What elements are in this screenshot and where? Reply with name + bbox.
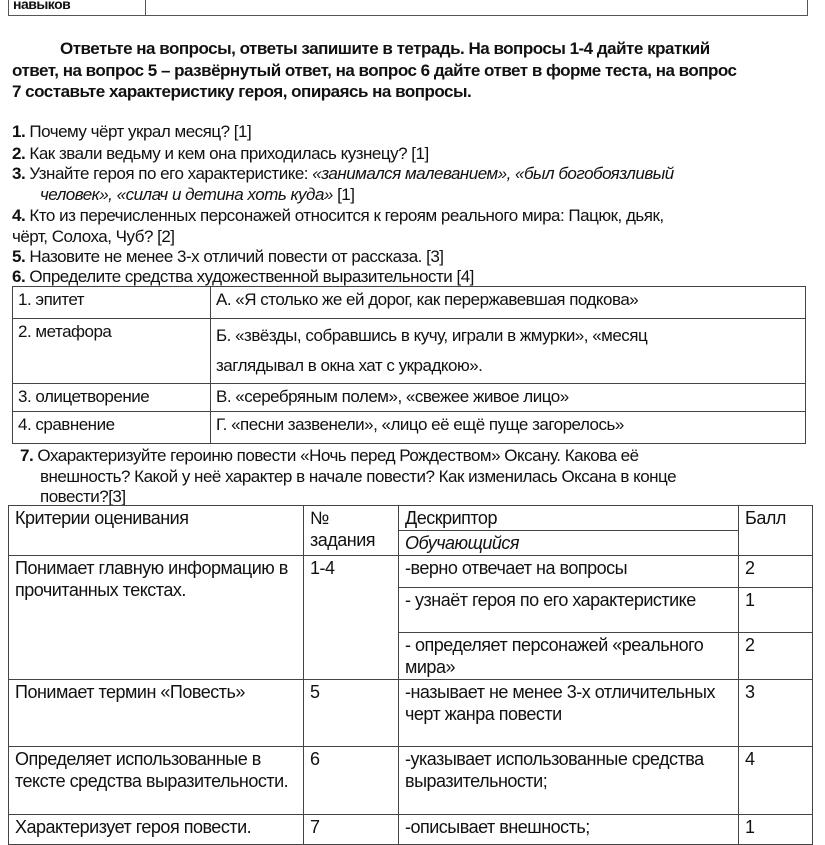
table-row: [13, 287, 806, 319]
question-1: [12, 121, 251, 142]
skills-label: навыков: [13, 0, 71, 12]
question-text: Охарактеризуйте героиню повести «Ночь перед Рождеством» Оксану. Какова её: [37, 446, 639, 465]
question-quote: «занимался малеванием», «был богобоязливый: [312, 164, 674, 183]
header-criteria: Критерии оценивания: [9, 506, 304, 556]
term-cell: 2. метафора: [13, 319, 211, 384]
example-line: заглядывал в окна хат с украдкою».: [216, 356, 483, 375]
criteria-cell: Определяет использованные в тексте средства выразительности.: [9, 747, 304, 815]
table-row: [9, 747, 813, 815]
example-cell: В. «серебряным полем», «свежее живое лицо»: [211, 384, 806, 412]
header-score: Балл: [739, 506, 813, 556]
column-divider: [145, 0, 146, 15]
score-cell: 4: [739, 747, 813, 815]
header-task-number: [304, 506, 399, 556]
score-cell: 1: [739, 588, 813, 633]
question-2: [12, 143, 429, 164]
question-number: 7.: [20, 446, 34, 465]
term-cell: 4. сравнение: [13, 412, 211, 444]
header-text: №: [310, 508, 329, 528]
descriptor-cell: -называет не менее 3-х отличительных черт жанра повести: [399, 680, 739, 747]
question-number: 6.: [12, 267, 26, 286]
question-3: [12, 163, 674, 184]
instructions-line: Ответьте на вопросы, ответы запишите в тетрадь. На вопросы 1-4 дайте краткий: [60, 39, 710, 58]
task-cell: 6: [304, 747, 399, 815]
table-row: [9, 680, 813, 747]
example-cell: А. «Я столько же ей дорог, как перержавевшая подкова»: [211, 287, 806, 319]
question-quote: человек», «силач и детина хоть куда»: [40, 185, 333, 204]
question-number: 2.: [12, 144, 26, 163]
question-text: Назовите не менее 3-х отличий повести от рассказа. [3]: [29, 247, 444, 266]
example-line: Б. «звёзды, собравшись в кучу, играли в жмурки», «месяц: [216, 326, 648, 345]
question-number: 1.: [12, 122, 26, 141]
table-row: [9, 815, 813, 845]
question-6: [12, 266, 474, 287]
question-points: [1]: [332, 185, 355, 204]
devices-table: [12, 286, 806, 444]
question-7-line: [20, 445, 639, 466]
top-table-fragment: [8, 0, 808, 16]
question-7-line: внешность? Какой у неё характер в начале повести? Как изменилась Оксана в конце: [40, 467, 677, 486]
task-cell: 7: [304, 815, 399, 845]
score-cell: 3: [739, 680, 813, 747]
instructions-line: 7 составьте характеристику героя, опираясь на вопросы.: [12, 82, 472, 101]
descriptor-cell: -указывает использованные средства выразительности;: [399, 747, 739, 815]
score-cell: 2: [739, 633, 813, 680]
question-text: Узнайте героя по его характеристике:: [29, 164, 313, 183]
table-row: [13, 384, 806, 412]
criteria-cell: Характеризует героя повести.: [9, 815, 304, 845]
instructions-line: ответ, на вопрос 5 – развёрнутый ответ, на вопрос 6 дайте ответ в форме теста, на вопрос: [12, 61, 737, 80]
header-learner: Обучающийся: [399, 531, 739, 556]
question-5: [12, 246, 444, 267]
table-row: [13, 412, 806, 444]
example-cell: Г. «песни зазвенели», «лицо её ещё пуще загорелось»: [211, 412, 806, 444]
score-cell: 2: [739, 556, 813, 588]
descriptor-cell: -верно отвечает на вопросы: [399, 556, 739, 588]
criteria-table: [8, 505, 813, 845]
question-text: Почему чёрт украл месяц? [1]: [29, 122, 252, 141]
table-row: [13, 319, 806, 384]
descriptor-cell: - узнаёт героя по его характеристике: [399, 588, 739, 633]
task-cell: 5: [304, 680, 399, 747]
question-3-continued: [40, 184, 354, 205]
header-descriptor: Дескриптор: [399, 506, 739, 531]
descriptor-cell: -описывает внешность;: [399, 815, 739, 845]
criteria-cell: Понимает главную информацию в прочитанных текстах.: [9, 556, 304, 680]
question-4-continued: чёрт, Солоха, Чуб? [2]: [12, 227, 175, 246]
table-row: [9, 556, 813, 588]
question-text: Кто из перечисленных персонажей относится к героям реального мира: Пацюк, дьяк,: [29, 206, 664, 225]
task-cell: 1-4: [304, 556, 399, 680]
question-4: [12, 205, 664, 226]
header-row: [9, 506, 813, 531]
example-cell: [211, 319, 806, 384]
term-cell: 1. эпитет: [13, 287, 211, 319]
criteria-cell: Понимает термин «Повесть»: [9, 680, 304, 747]
score-cell: 1: [739, 815, 813, 845]
question-number: 5.: [12, 247, 26, 266]
question-number: 3.: [12, 164, 26, 183]
descriptor-cell: - определяет персонажей «реального мира»: [399, 633, 739, 680]
question-7-line: повести?[3]: [40, 487, 126, 506]
term-cell: 3. олицетворение: [13, 384, 211, 412]
question-text: Определите средства художественной выразительности [4]: [29, 267, 474, 286]
question-number: 4.: [12, 206, 26, 225]
question-text: Как звали ведьму и кем она приходилась кузнецу? [1]: [29, 144, 429, 163]
header-text: задания: [310, 530, 376, 550]
